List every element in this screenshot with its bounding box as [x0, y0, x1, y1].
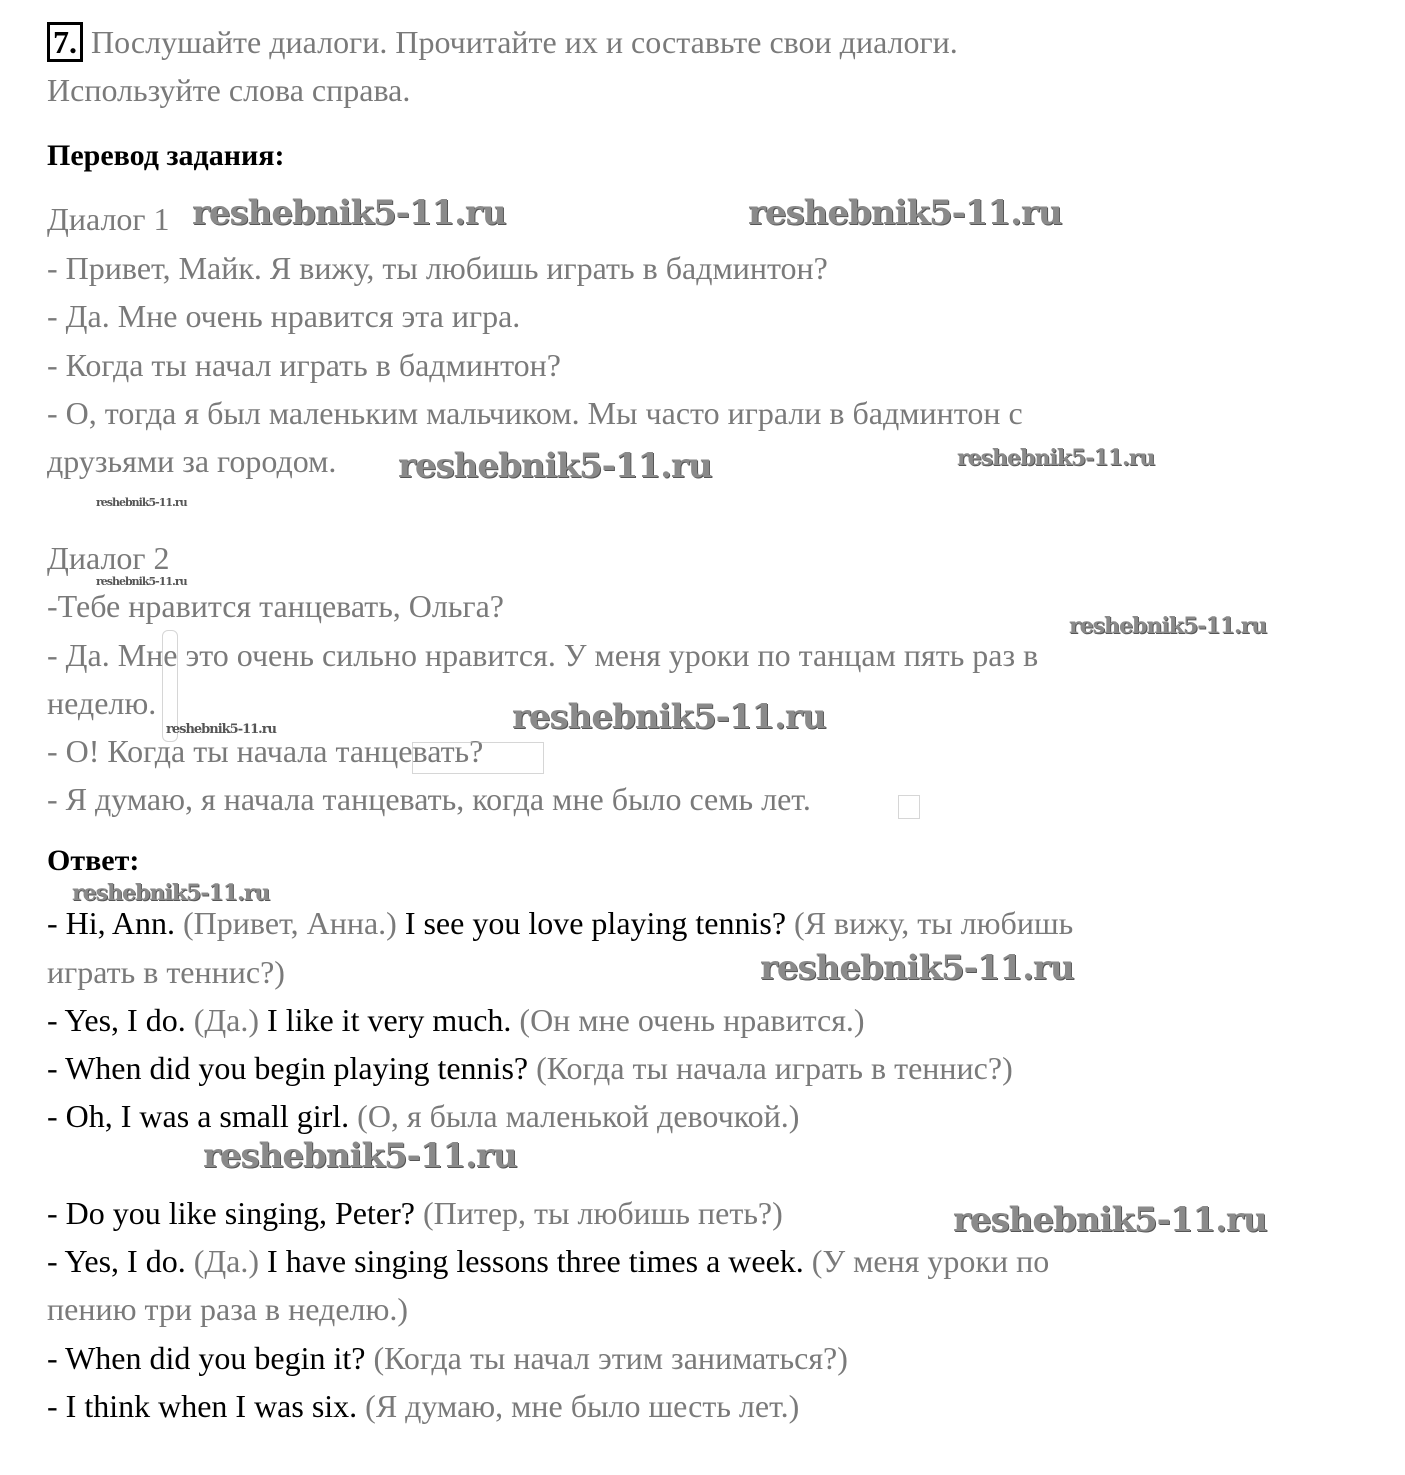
- answer-ru: (Да.): [193, 1243, 260, 1279]
- answer-ru: (Питер, ты любишь петь?): [422, 1195, 783, 1231]
- answer-en: - Yes, I do.: [47, 1002, 186, 1038]
- watermark: reshebnik5-11.ru: [166, 722, 277, 737]
- answer-line: [47, 1000, 865, 1040]
- task-instruction-line1: [47, 22, 958, 62]
- watermark: reshebnik5-11.ru: [748, 193, 1062, 233]
- watermark: reshebnik5-11.ru: [512, 697, 826, 737]
- answer-en: - Oh, I was a small girl.: [47, 1098, 350, 1134]
- answer-ru: (Я вижу, ты любишь: [794, 905, 1074, 941]
- answer-ru: (Когда ты начал этим заниматься?): [373, 1340, 848, 1376]
- watermark: reshebnik5-11.ru: [192, 193, 506, 233]
- watermark: reshebnik5-11.ru: [72, 880, 270, 906]
- answer-ru: (О, я была маленькой девочкой.): [357, 1098, 800, 1134]
- dialog1-line: - О, тогда я был маленьким мальчиком. Мы часто играли в бадминтон с: [47, 395, 1023, 431]
- translation-heading: Перевод задания:: [47, 139, 285, 172]
- dialog2-title: Диалог 2: [47, 540, 170, 576]
- answer-en: - When did you begin playing tennis?: [47, 1050, 529, 1086]
- answer-en: - Do you like singing, Peter?: [47, 1195, 415, 1231]
- answer-ru: (Да.): [193, 1002, 260, 1038]
- task-instruction-text: Послушайте диалоги. Прочитайте их и составьте свои диалоги.: [91, 24, 958, 60]
- watermark: reshebnik5-11.ru: [760, 948, 1074, 988]
- answer-line: [47, 1193, 783, 1233]
- answer-en: - Yes, I do.: [47, 1243, 186, 1279]
- dialog1-title: Диалог 1: [47, 201, 170, 237]
- scan-artifact: [898, 795, 920, 819]
- dialog2-line: - Да. Мне это очень сильно нравится. У меня уроки по танцам пять раз в: [47, 637, 1039, 673]
- watermark: reshebnik5-11.ru: [398, 446, 712, 486]
- answer-line: [47, 1338, 848, 1378]
- dialog1-line: друзьями за городом.: [47, 443, 337, 479]
- answer-en: - Hi, Ann.: [47, 905, 175, 941]
- answer-line: [47, 1048, 1013, 1088]
- answer-en: I like it very much.: [267, 1002, 512, 1038]
- scan-artifact: [412, 742, 544, 774]
- answer-line: пению три раза в неделю.): [47, 1291, 409, 1327]
- answer-line: [47, 1386, 799, 1426]
- answer-line: [47, 903, 1073, 943]
- answer-heading: Ответ:: [47, 844, 140, 877]
- watermark: reshebnik5-11.ru: [1069, 613, 1267, 639]
- answer-en: - I think when I was six.: [47, 1388, 358, 1424]
- answer-line: [47, 1241, 1049, 1281]
- answer-ru: (Когда ты начала играть в теннис?): [536, 1050, 1013, 1086]
- dialog1-line: - Когда ты начал играть в бадминтон?: [47, 347, 561, 383]
- dialog1-line: - Да. Мне очень нравится эта игра.: [47, 298, 521, 334]
- dialog2-line: - Я думаю, я начала танцевать, когда мне было семь лет.: [47, 781, 811, 817]
- answer-en: I have singing lessons three times a week.: [267, 1243, 804, 1279]
- watermark: reshebnik5-11.ru: [953, 1200, 1267, 1240]
- dialog1-line: - Привет, Майк. Я вижу, ты любишь играть в бадминтон?: [47, 250, 828, 286]
- answer-ru: (У меня уроки по: [811, 1243, 1050, 1279]
- answer-ru: (Он мне очень нравится.): [519, 1002, 865, 1038]
- answer-en: - When did you begin it?: [47, 1340, 366, 1376]
- answer-line: [47, 1096, 799, 1136]
- answer-ru: (Я думаю, мне было шесть лет.): [365, 1388, 800, 1424]
- watermark: reshebnik5-11.ru: [96, 575, 187, 588]
- answer-line: играть в теннис?): [47, 954, 285, 990]
- dialog2-line: - О! Когда ты начала танцевать?: [47, 733, 484, 769]
- watermark: reshebnik5-11.ru: [957, 445, 1155, 471]
- watermark: reshebnik5-11.ru: [96, 496, 187, 509]
- task-number: 7.: [47, 22, 83, 62]
- task-instruction-line2: Используйте слова справа.: [47, 72, 411, 108]
- dialog2-line: -Тебе нравится танцевать, Ольга?: [47, 588, 504, 624]
- answer-en: I see you love playing tennis?: [404, 905, 787, 941]
- answer-ru: (Привет, Анна.): [183, 905, 397, 941]
- watermark: reshebnik5-11.ru: [203, 1136, 517, 1176]
- dialog2-line: неделю.: [47, 685, 157, 721]
